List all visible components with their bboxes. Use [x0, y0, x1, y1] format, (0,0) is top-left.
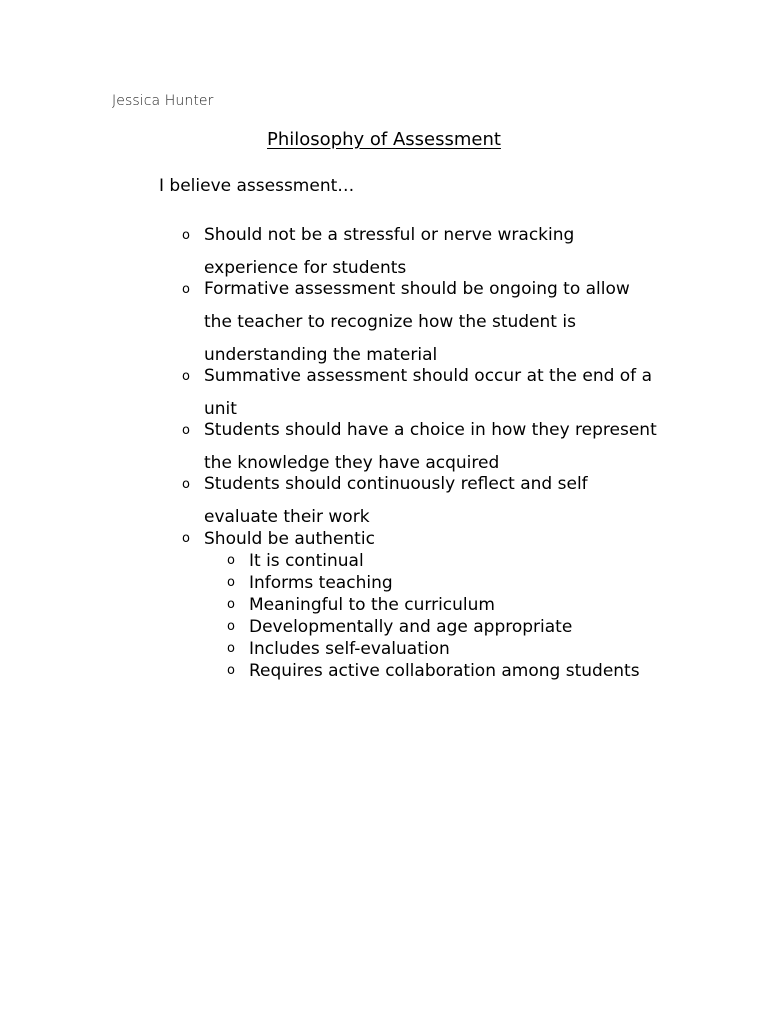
list-item-text: Students should continuously reflect and self evaluate their work [204, 474, 588, 527]
sub-list-item [227, 616, 662, 638]
bullet-icon: o [182, 228, 190, 243]
list-item [182, 273, 662, 372]
list-item-text: Should not be a stressful or nerve wracking experience for students [204, 225, 575, 278]
sub-list-item-text: Meaningful to the curriculum [249, 595, 495, 615]
authentic-sub-list [204, 550, 662, 682]
bullet-icon: o [182, 282, 190, 297]
bullet-icon: o [227, 663, 235, 678]
list-item-text: Students should have a choice in how they represent the knowledge they have acquired [204, 420, 657, 473]
bullet-icon: o [227, 641, 235, 656]
document-title [0, 129, 768, 150]
document-title-text: Philosophy of Assessment [267, 129, 501, 150]
sub-list-item-text: Requires active collaboration among students [249, 661, 640, 681]
sub-list-item [227, 638, 662, 660]
sub-list-item-text: It is continual [249, 551, 364, 571]
sub-list-item [227, 660, 662, 682]
list-item-text: Should be authentic [204, 529, 375, 549]
bullet-icon: o [182, 477, 190, 492]
sub-list-item-text: Developmentally and age appropriate [249, 617, 573, 637]
bullet-icon: o [182, 369, 190, 384]
bullet-icon: o [227, 575, 235, 590]
sub-list-item [227, 572, 662, 594]
list-item-text: Formative assessment should be ongoing to allow the teacher to recognize how the student is understanding the material [204, 279, 630, 365]
sub-list-item [227, 550, 662, 572]
bullet-icon: o [227, 553, 235, 568]
bullet-icon: o [182, 531, 190, 546]
bullet-icon: o [182, 423, 190, 438]
sub-list-item [227, 594, 662, 616]
list-item [182, 468, 662, 534]
belief-list [182, 219, 662, 682]
sub-list-item-text: Includes self-evaluation [249, 639, 450, 659]
intro-statement: I believe assessment… [159, 176, 355, 196]
author-name: Jessica Hunter [112, 93, 214, 109]
sub-list-item-text: Informs teaching [249, 573, 393, 593]
bullet-icon: o [227, 619, 235, 634]
list-item-text: Summative assessment should occur at the end of a unit [204, 366, 652, 419]
bullet-icon: o [227, 597, 235, 612]
list-item [182, 528, 662, 682]
